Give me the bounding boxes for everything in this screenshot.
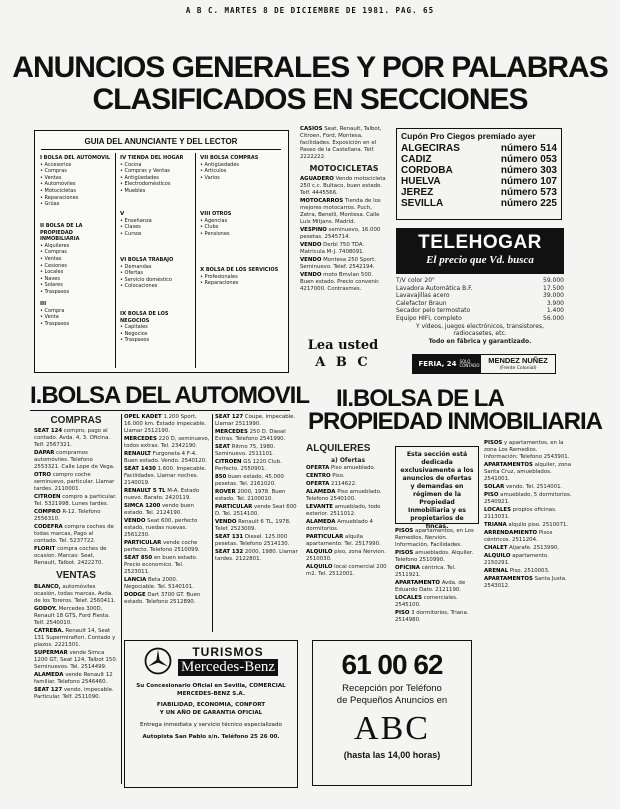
motos-column: CASIOS Seat, Renault, Talbot, Citroen, Ford, Montesa, facilidades. Exposición en el Paseo de la Castellana. Telf. 2222222. MOTOCICLETAS AGUADERO Vendo motocicleta 250 c.c. Bultaco, buen estado. Telf. 4445566. MOTOCARROS Tienda de los mejores motocarros. Puch, Zetra, Benelli, Montesa. Calle Luis Mitjans. Madrid. VESPINO seminuevo, 16.000 pesetas. 2545714. VENDO Derbi 750 TDA. Matricula M-J. 7408091. VENDO Montesa 250 Sport. Seminuevo. Telef. 2542194. VENDO moto Bmvlan 500. Buen estado. Precio convenir. 4217000. Contrasmes. [300,126,386,292]
inmobiliaria-column-1: PISOS apartamentos, en Los Remedios, Nervión. Información, Facilidades. PISOS amueblados. Alquiler. Telefono 2510990. OFICINA céntrica. Tel. 2511921. APARTAMENTO Avda. de Eduardo Dato. 2121190. LOCALES comerciales. 2545100. PISO 3 dormitorios, Triana. 2514980. [395,528,474,623]
feria-sub: SOLO CONTADO [459,358,480,368]
guide-box [34,130,289,373]
section-2-heading-line2: PROPIEDAD INMOBILIARIA [308,408,603,435]
telehogar-slogan: El precio que Vd. busca [426,254,534,266]
ventas-item: SUPERMAR vende Simca 1200 GT, Seat 124, Talbot 150. Seminuevos. Tel. 2514499. [34,650,118,670]
autos-column-1: OPEL KADET 1.200 Sport, 16.000 km. Estado impecable. Llamar 2512190. MERCEDES 220 D, seminuevo, todos extras. Tel. 2342190. RENAULT Furgoneta 4 F-4. Buen estado. Vendo. 2540120. SEAT 1430 1.600. Impecable. Facilidades. Llamar noches. 2140019. RENAULT 5 TL M-A. Estado nuevo. Barato. 2420119. SIMCA 1200 vendo buen estado. Tel. 2124190. VENDO Seat 600, perfecto estado, ruedas nuevas. 2561230. PARTICULAR vende coche perfecto. Telefono 2510099. SEAT 850 en buen estado. Precio economico. Tel. 2523011. LANCIA Beta 2000. Negociable. Tel. 5140101. DODGE Dart 3700 GT. Buen estado. Telefono 2512890. [124,414,210,605]
guide-section: I BOLSA DEL AUTOMOVIL • Accesorios • Compras • Ventas • Automóviles • Motocicletas • Reparaciones • Grúas [40,155,111,208]
guide-section: IV TIENDA DEL HOGAR • Cocina • Compras y Ventas • Antigüedades • Electrodomésticos • Muebles [120,155,184,194]
telehogar-banner [396,228,564,274]
page-title-line2: CLASIFICADOS EN SECCIONES [92,83,528,116]
cupon-row: CADIZ número 053 [401,154,557,165]
cupon-table [401,143,557,209]
mercedes-line: FIABILIDAD, ECONOMIA, CONFORT [156,702,266,708]
mercedes-brand: Mercedes-Benz [178,659,278,676]
compras-item: DAPAR compramos automóviles. Telefono 2553321. Calle Lope de Vega. [34,450,115,470]
page-title-line1: ANUNCIOS GENERALES Y POR PALABRAS [12,51,608,84]
alquileres-column: ALQUILERES a) Ofertas OFERTA Piso amueblado. CENTRO Piso. OFERTA 2114622. ALAMEDA Piso amueblado. Telefono 2540100. LEVANTE amueblado, todo exterior. 2511012. ALAMEDA Amueblado 4 dormitorios. PARTICULAR alquila apartamento. Tel. 2517990. ALQUILO piso, zona Nervion. 2510030. ALQUILO local comercial 200 m2. Tel. 2512001. [306,442,390,610]
autos-column-2: SEAT 127 Coupe, impecable. Llamar 2511990. MERCEDES 250 D. Diesel Extras. Telefono 2541990. SEAT Ritmo 75, 1980. Seminuevo. 2511101. CITROEN GS 1220 Club. Perfecto. 2550901. 850 buen estado, 45.000 pesetas. Tel. 2161020. ROVER 2000, 1978. Buen estado. Tel. 2100010. PARTICULAR vende Seat 600 D. Tel. 2514100. VENDO Renault 6 TL, 1978. Telef. 2523009. SEAT 131 Diesel. 125.000 pesetas. Telefono 2514130. SEAT 132 2000, 1980. Llamar tardes. 2122801. [215,414,298,562]
telehogar-ad [396,228,564,380]
guide-vrule [115,153,116,368]
section-1-heading: I.BOLSA DEL AUTOMOVIL [30,382,310,409]
cupon-title: Cupón Pro Ciegos premiado ayer [401,131,536,141]
telehogar-item: T/V color 20" 59.000 [396,277,564,284]
guide-title: GUIA DEL ANUNCIANTE Y DEL LECTOR [84,137,238,146]
cupon-row: SEVILLA número 225 [401,198,557,209]
mercedes-star-icon [144,647,172,675]
mercedes-ad [124,640,298,788]
telehogar-item: Equipo HIFI, completo 56.000 [396,314,564,322]
notice-box [395,446,479,530]
notice-text: Esta sección está dedicada exclusivamente a los anuncios de ofertas y demandas en régimen de la Propiedad Inmobiliaria y es propietarios de fincas. [400,451,474,530]
ventas-item: ALAMEDA vende Renault 12 familiar. Telefono 2546460. [34,672,113,685]
telehogar-item: Lavavajillas acero 39.000 [396,292,564,300]
compras-heading: COMPRAS [50,415,102,426]
abc-line2: de Pequeños Anuncios en [336,695,448,706]
abc-phone-box [312,640,472,786]
compras-item: OTRO compro coche seminuevo, particular. Llamar tardes. 2110001. [34,472,115,492]
guide-section: VIII OTROS • Agencias • Clubs • Pensiones [200,211,232,237]
inmobiliaria-column-2: PISOS y apartamentos, en la zona Los Remedios. Información: Telefono 2543901. APARTAMENTOS alquiler, zona Santa Cruz, amueblados. 2541001. SOLAR vendo. Tel. 2514001. PISO amueblado, 5 dormitorios. 2540921. LOCALES propios oficinas. 2113031. TRIANA alquilo piso. 2510071. ARRENDAMIENTO Pisos céntricos. 2511204. CHALET Aljarafe. 2513990. ALQUILO apartamento. 2150291. ARENAL Piso. 2510003. APARTAMENTOS Santa Justa. 2543012. [484,440,572,589]
ventas-item: BLANCO, automóviles ocasión, todas marcas. Avda. de los Toreros. Telef. 2560411. [34,584,116,604]
page-header: A B C. MARTES 8 DE DICIEMBRE DE 1981. PAG. 65 [185,6,435,15]
abc-line1: Recepción por Teléfono [342,683,442,694]
guide-section: II BOLSA DE LA PROPIEDAD INMOBILIARIA • Alquileres • Compras • Ventas • Cesiones • Locales • Naves • Solares • Traspasos [40,223,83,295]
alquileres-heading: ALQUILERES [306,443,371,454]
telehogar-item: Calefactor Braun 3.900 [396,299,564,307]
column-rule [121,414,122,784]
ventas-item: SEAT 127 vendo, impecable. Particular. Telf. 2511090. [34,687,114,700]
abc-phone-number: 61 00 62 [341,649,443,680]
ventas-item: GODOY. Mercedes 300D, Renault 18 GTS, Ford Fiesta. Telf. 2540010. [34,606,110,626]
cupon-row: HUELVA número 107 [401,176,557,187]
ventas-item: CATREBA. Renault 14, Seat 131 Supermirafiori. Contado y plazos. 2221301. [34,628,116,648]
telehogar-item: Secador pelo termostato 1.400 [396,307,564,315]
guide-section: V • Enseñanza • Clases • Cursos [120,211,152,237]
telehogar-items [396,277,564,345]
section-1-rule [30,410,290,411]
lea-line1: Lea usted [307,338,379,353]
mercedes-line: Y UN AÑO DE GARANTIA OFICIAL [159,710,263,716]
lea-abc-box [298,338,388,380]
guide-section: VI BOLSA TRABAJO • Demandas • Ofertas • Servicio doméstico • Colocaciones [120,257,174,290]
lea-line2: A B C [315,355,371,370]
telehogar-address [412,354,556,374]
mercedes-line: Entrega inmediata y servicio técnico especializado [140,722,282,728]
guide-rule [41,149,281,150]
mendez-sub: (Frente Colonial) [499,366,537,371]
alquileres-sub: a) Ofertas [330,457,366,464]
mercedes-line: Autopista San Pablo s/n. Teléfono 25 26 00. [142,734,280,740]
compras-item: CODEFRA compra coches de todas marcas, Pago al contado. Tel. 5237722. [34,524,114,544]
telehogar-footnote2: Todo en fábrica y garantizado. [428,337,532,345]
guide-section: VII BOLSA COMPRAS • Antigüedades • Artículos • Varios [200,155,259,181]
feria-label: FERIA, 24 [418,360,457,368]
abc-logo: ABC [354,710,430,747]
mendez-label: MENDEZ NUÑEZ [488,356,548,365]
section-2-heading-line1: II.BOLSA DE LA [336,385,504,412]
cupon-row: CORDOBA número 303 [401,165,557,176]
compras-item: SEAT 124 compro, pago al contado. Avda. 4, 3. Oficina. Telf. 2567321. [34,428,111,448]
guide-section: III • Compra • Venta • Traspasos [40,301,70,327]
cupon-row: JEREZ número 573 [401,187,557,198]
telehogar-item: Lavadora Automática B.F. 17.500 [396,284,564,292]
compras-ventas-column [34,414,118,784]
ventas-heading: VENTAS [56,570,96,581]
guide-vrule2 [195,153,196,368]
guide-section: X BOLSA DE LOS SERVICIOS • Profesionales • Reparaciones [200,267,279,287]
cupon-box [396,128,562,220]
column-rule [212,414,213,632]
cupon-row: ALGECIRAS número 514 [401,143,557,154]
mercedes-line: Su Concesionario Oficial en Sevilla, COMERCIAL MERCEDES-BENZ S.A. [136,683,286,697]
compras-item: COMPRO R-12. Telefono 2556310. [34,509,101,522]
compras-item: FLORIT compra coches de ocasion. Marcas: Seat, Renault, Talbot. 2422270. [34,546,107,566]
mercedes-turismos: TURISMOS [192,645,264,659]
guide-section: IX BOLSA DE LOS NEGOCIOS • Capitales • Negocios • Traspasos [120,311,169,344]
abc-hours: (hasta las 14,00 horas) [343,750,441,760]
telehogar-name: TELEHOGAR [418,232,542,253]
compras-item: CITROEN compro a particular. Tel. 5321998. Lunes tardes. [34,494,117,507]
telehogar-footnote: Y vídeos, juegos electrónicos, transistores, radiocasetes, etc. [416,322,544,338]
